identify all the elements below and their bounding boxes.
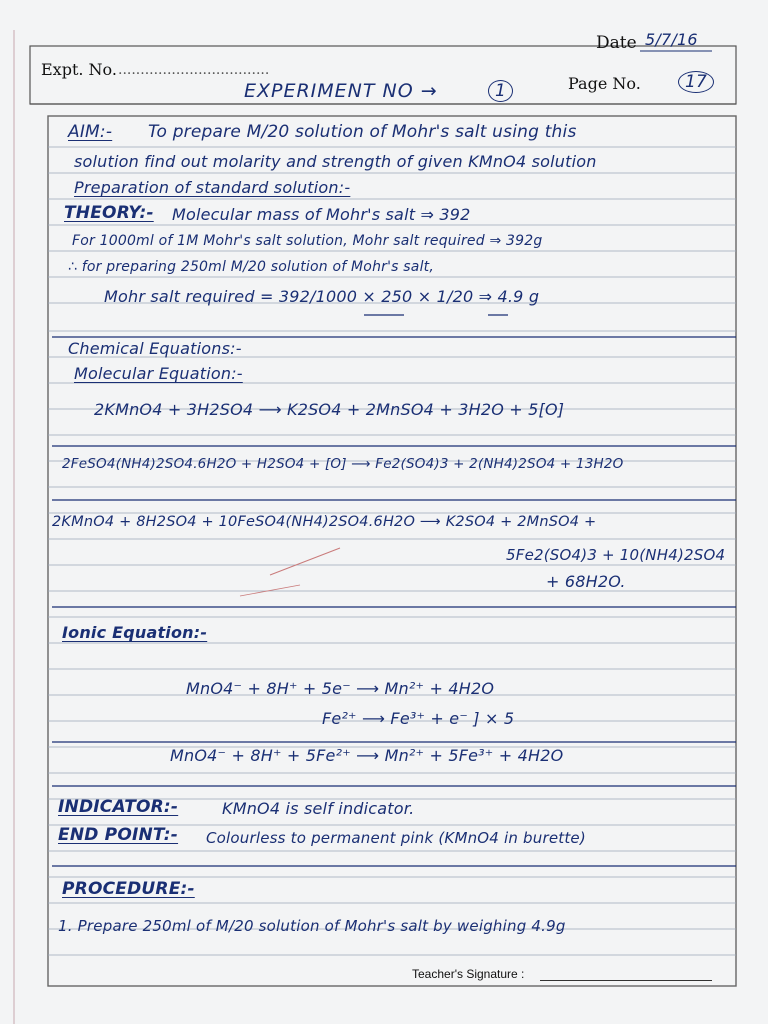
page-no-value: 17 bbox=[678, 71, 714, 93]
chemical-equations-heading: Chemical Equations:- bbox=[68, 339, 242, 358]
experiment-title: EXPERIMENT NO → bbox=[244, 80, 438, 102]
theory-line-2: For 1000ml of 1M Mohr's salt solution, Mohr salt required ⇒ 392g bbox=[72, 233, 543, 249]
expt-no-dots: .................................. bbox=[118, 62, 270, 78]
experiment-number: 1 bbox=[488, 80, 513, 102]
date-label: Date bbox=[596, 33, 637, 53]
procedure-step-1: 1. Prepare 250ml of M/20 solution of Mohr's salt by weighing 4.9g bbox=[58, 917, 566, 935]
aim-line-2: solution find out molarity and strength of given KMnO4 solution bbox=[74, 152, 597, 171]
indicator-label: INDICATOR:- bbox=[58, 797, 179, 817]
page-no-label: Page No. bbox=[568, 74, 641, 93]
theory-label: THEORY:- bbox=[64, 203, 154, 223]
equation-3-line-3: + 68H2O. bbox=[546, 572, 626, 591]
theory-line-4: Mohr salt required = 392/1000 × 250 × 1/20 ⇒ 4.9 g bbox=[104, 287, 540, 306]
teacher-signature-label: Teacher's Signature : bbox=[412, 967, 525, 981]
ionic-equation-heading: Ionic Equation:- bbox=[62, 623, 208, 642]
theory-line-1: Molecular mass of Mohr's salt ⇒ 392 bbox=[172, 205, 471, 224]
date-value: 5/7/16 bbox=[645, 30, 698, 49]
teacher-signature-line bbox=[540, 980, 712, 981]
indicator-text: KMnO4 is self indicator. bbox=[222, 799, 415, 818]
equation-3-line-2: 5Fe2(SO4)3 + 10(NH4)2SO4 bbox=[506, 546, 726, 564]
ionic-equation-2: Fe²⁺ ⟶ Fe³⁺ + e⁻ ] × 5 bbox=[322, 709, 515, 728]
expt-no-label: Expt. No. bbox=[41, 60, 117, 79]
ionic-equation-1: MnO4⁻ + 8H⁺ + 5e⁻ ⟶ Mn²⁺ + 4H2O bbox=[186, 679, 495, 698]
end-point-text: Colourless to permanent pink (KMnO4 in burette) bbox=[206, 829, 586, 847]
aim-label: AIM:- bbox=[68, 122, 113, 142]
equation-3-line-1: 2KMnO4 + 8H2SO4 + 10FeSO4(NH4)2SO4.6H2O ⟶ K2SO4 + 2MnSO4 + bbox=[52, 514, 597, 530]
equation-1: 2KMnO4 + 3H2SO4 ⟶ K2SO4 + 2MnSO4 + 3H2O + 5[O] bbox=[94, 400, 565, 419]
equation-2: 2FeSO4(NH4)2SO4.6H2O + H2SO4 + [O] ⟶ Fe2(SO4)3 + 2(NH4)2SO4 + 13H2O bbox=[62, 456, 624, 472]
procedure-heading: PROCEDURE:- bbox=[62, 879, 195, 899]
end-point-label: END POINT:- bbox=[58, 825, 179, 845]
ionic-equation-net: MnO4⁻ + 8H⁺ + 5Fe²⁺ ⟶ Mn²⁺ + 5Fe³⁺ + 4H2O bbox=[170, 746, 564, 765]
molecular-equation-heading: Molecular Equation:- bbox=[74, 364, 243, 383]
theory-line-3: ∴ for preparing 250ml M/20 solution of Mohr's salt, bbox=[68, 259, 434, 275]
aim-line-1: To prepare M/20 solution of Mohr's salt using this bbox=[148, 122, 577, 142]
preparation-heading: Preparation of standard solution:- bbox=[74, 178, 351, 197]
